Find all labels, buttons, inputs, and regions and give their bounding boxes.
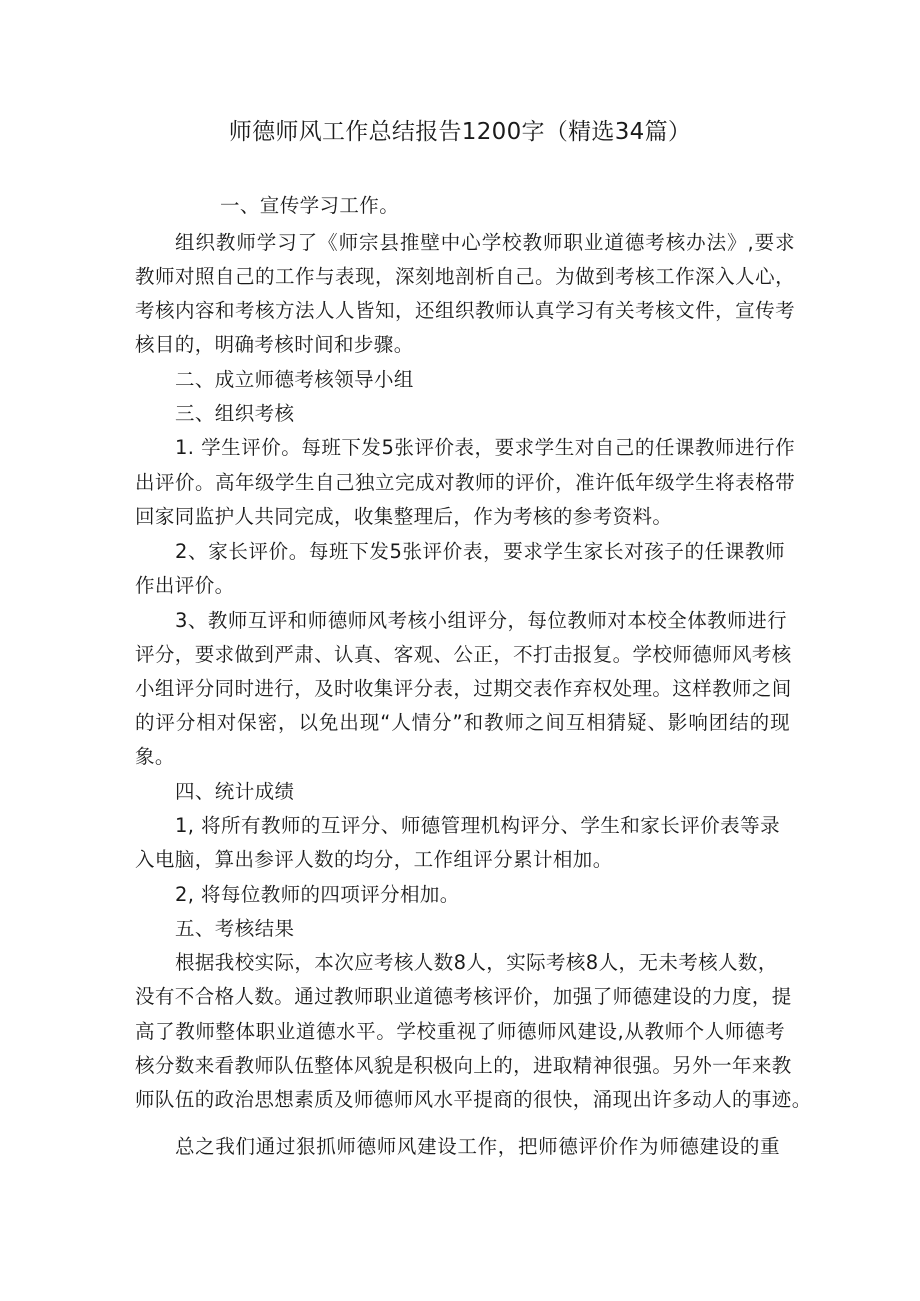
paragraph-line: 象。 bbox=[135, 745, 175, 768]
paragraph-line: 核目的，明确考核时间和步骤。 bbox=[135, 333, 414, 356]
paragraph-line: 3、教师互评和师德师风考核小组评分，每位教师对本校全体教师进行 bbox=[175, 609, 787, 632]
paragraph-line: 根据我校实际，本次应考核人数8人，实际考核8人，无未考核人数， bbox=[175, 951, 778, 974]
paragraph-line: 出评价。高年级学生自己独立完成对教师的评价，准许低年级学生将表格带 bbox=[135, 471, 795, 494]
paragraph-line: 评分，要求做到严肃、认真、客观、公正，不打击报复。学校师德师风考核 bbox=[135, 643, 792, 666]
section-heading: 三、组织考核 bbox=[175, 402, 295, 425]
paragraph-line: 高了教师整体职业道德水平。学校重视了师德师风建设,从教师个人师德考 bbox=[135, 1020, 785, 1043]
paragraph-line: 的评分相对保密，以免出现“人情分”和教师之间互相猜疑、影响团结的现 bbox=[135, 711, 790, 734]
paragraph-line: 作出评价。 bbox=[135, 574, 235, 597]
paragraph-line: 组织教师学习了《师宗县推壁中心学校教师职业道德考核办法》,要求 bbox=[175, 231, 795, 254]
paragraph-line: 入电脑，算出参评人数的均分，工作组评分累计相加。 bbox=[135, 848, 613, 871]
paragraph-line: 1. 学生评价。每班下发5张评价表，要求学生对自己的任课教师进行作 bbox=[175, 436, 795, 459]
paragraph-line: 2、家长评价。每班下发5张评价表，要求学生家长对孩子的任课教师 bbox=[175, 540, 785, 563]
section-heading: 一、宣传学习工作。 bbox=[220, 194, 400, 217]
paragraph-line: 核分数来看教师队伍整体风貌是积极向上的，进取精神很强。另外一年来教 bbox=[135, 1054, 792, 1077]
section-heading: 五、考核结果 bbox=[175, 917, 295, 940]
paragraph-line: 总之我们通过狠抓师德师风建设工作，把师德评价作为师德建设的重 bbox=[175, 1135, 780, 1158]
paragraph-line: 2, 将每位教师的四项评分相加。 bbox=[175, 883, 460, 906]
paragraph-line: 小组评分同时进行，及时收集评分表，过期交表作弃权处理。这样教师之间 bbox=[135, 677, 792, 700]
document-title: 师德师风工作总结报告1200字（精选34篇） bbox=[228, 119, 692, 145]
section-heading: 四、统计成绩 bbox=[175, 780, 295, 803]
paragraph-line: 考核内容和考核方法人人皆知，还组织教师认真学习有关考核文件，宣传考 bbox=[135, 299, 795, 322]
paragraph-line: 教师对照自己的工作与表现，深刻地剖析自己。为做到考核工作深入人心， bbox=[135, 265, 795, 288]
paragraph-line: 1, 将所有教师的互评分、师德管理机构评分、学生和家长评价表等录 bbox=[175, 814, 780, 837]
paragraph-line: 没有不合格人数。通过教师职业道德考核评价，加强了师德建设的力度，提 bbox=[135, 985, 792, 1008]
paragraph-line: 回家同监护人共同完成，收集整理后，作为考核的参考资料。 bbox=[135, 505, 673, 528]
paragraph-line: 师队伍的政治思想素质及师德师风水平提商的很快，涌现出许多动人的事迹。 bbox=[135, 1088, 812, 1111]
section-heading: 二、成立师德考核领导小组 bbox=[175, 368, 414, 391]
